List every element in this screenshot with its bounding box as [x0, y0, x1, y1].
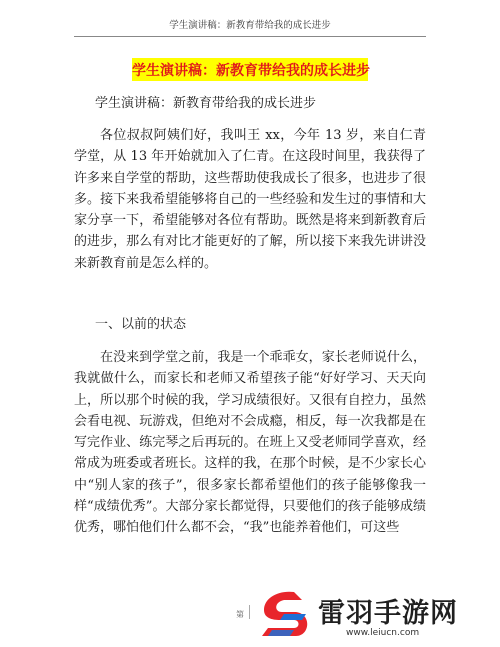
section-heading: 一、以前的状态: [95, 317, 187, 332]
document-title: 学生演讲稿：新教育带给我的成长进步: [132, 63, 370, 79]
paragraph-intro: 各位叔叔阿姨们好，我叫王 xx，今年 13 岁，来自仁青学堂，从 13 年开始就加入了仁青。在这段时间里，我获得了许多来自学堂的帮助，这些帮助使我成长了很多，也进步了很多。接下来我希望能够将自己的一些经验和发生过的事情和大家分享一下，希望能够对各位有帮助。既然是将来到新教育后的进步，那么有对比才能更好的了解，所以接下来我先讲讲没来新教育前是怎么样的。: [74, 128, 426, 271]
watermark-logo-icon: [254, 588, 312, 640]
watermark: [250, 585, 500, 647]
header-divider: [74, 36, 426, 37]
watermark-site-url: www.leiucn.com: [346, 628, 420, 638]
watermark-site-name: 雷羽手游网: [318, 598, 458, 629]
document-subtitle: 学生演讲稿：新教育带给我的成长进步: [95, 96, 317, 111]
page-header: 学生演讲稿：新教育带给我的成长进步: [169, 20, 331, 31]
paragraph-previous-state: 在没来到学堂之前，我是一个乖乖女，家长老师说什么，我就做什么，而家长和老师又希望孩子能“好好学习、天天向上，所以那个时候的我，学习成绩很好。又很有自控力，虽然会看电视、玩游戏，但绝对不会成瘾，相反，每一次我都是在写完作业、练完琴之后再玩的。在班上又受老师同学喜欢，经常成为班委或者班长。这样的我，在那个时候，是不少家长心中“别人家的孩子”，很多家长都希望他们的孩子能够像我一样“成绩优秀”。大部分家长都觉得，只要他们的孩子能够成绩优秀，哪怕他们什么都不会，“我”也能养着他们，可这些: [74, 350, 426, 536]
page-number: 第: [236, 610, 244, 619]
